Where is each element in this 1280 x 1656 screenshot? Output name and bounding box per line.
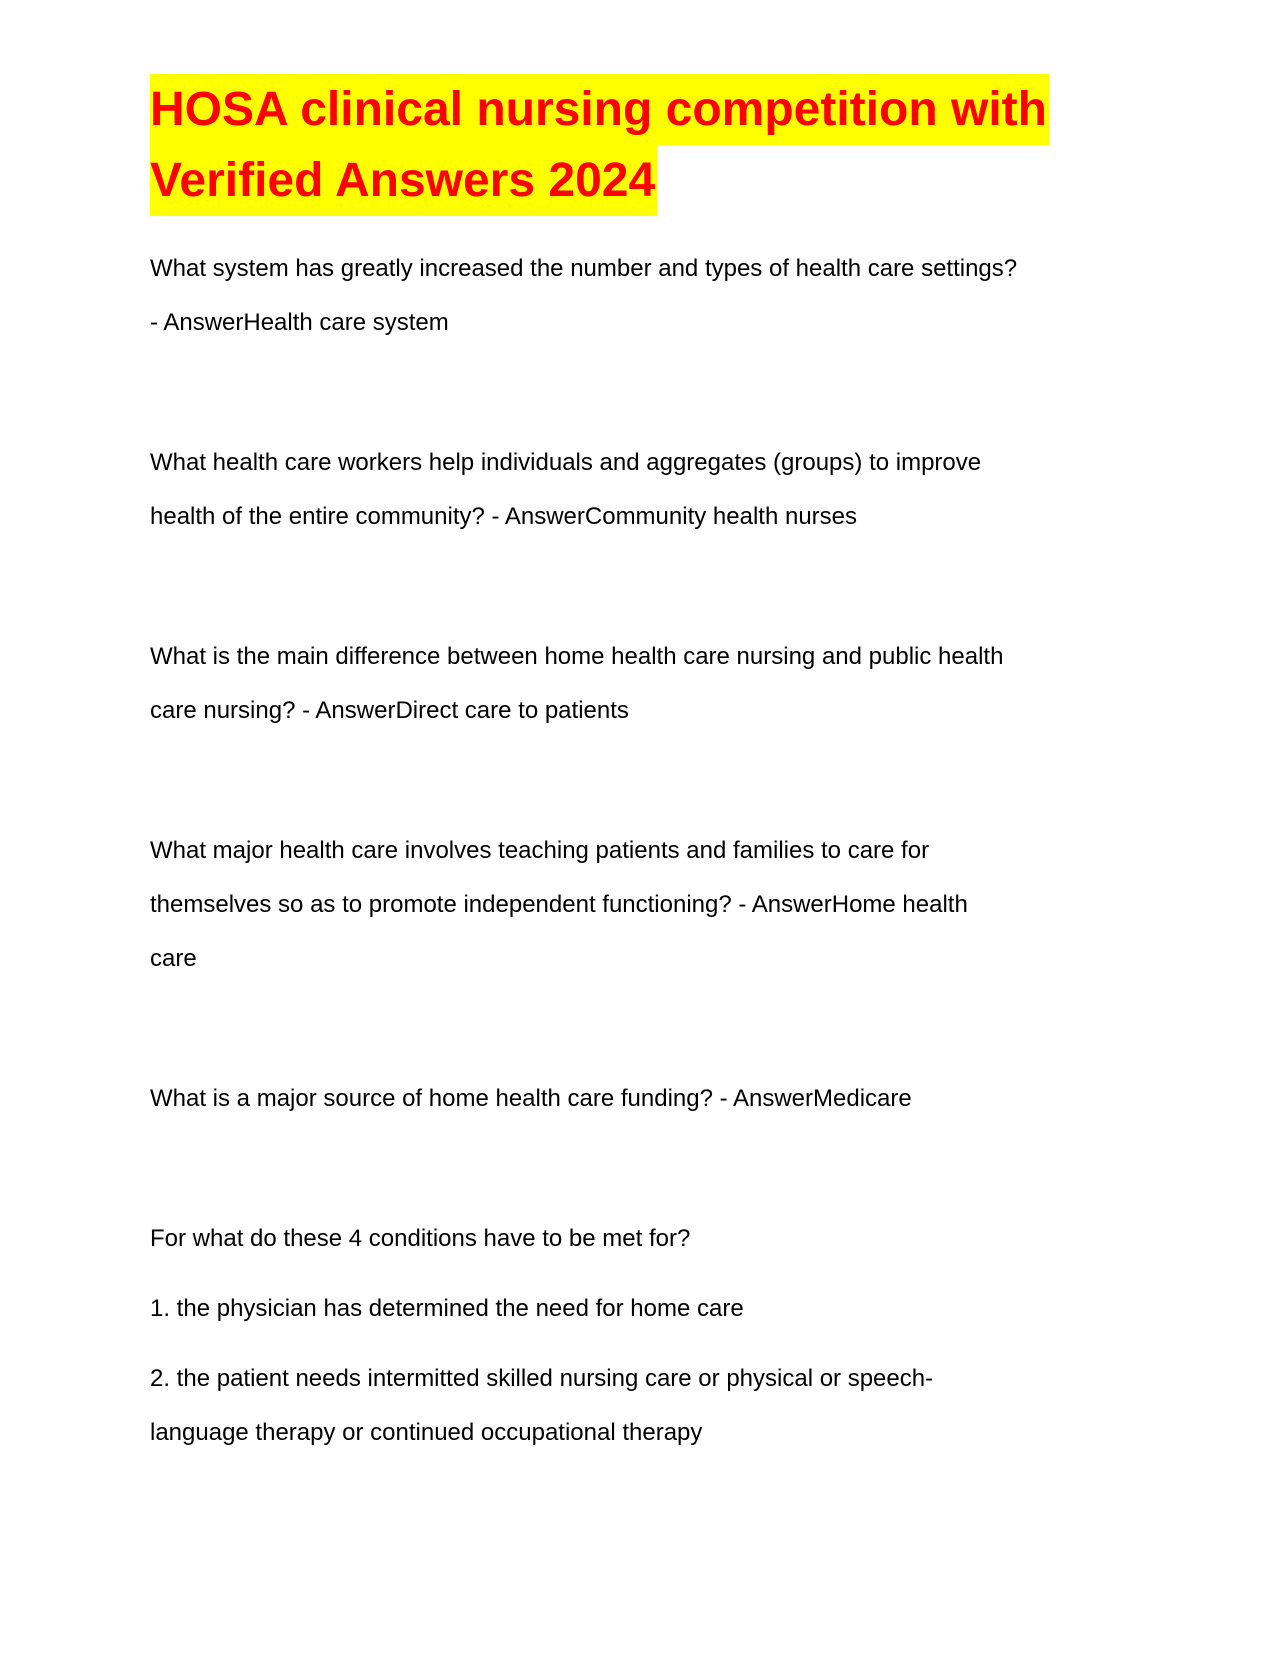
conditions-block: [150, 1212, 1130, 1460]
qa-item-5: [150, 1072, 1130, 1126]
document-title: [150, 74, 1130, 216]
qa-line: - AnswerHealth care system: [150, 309, 449, 336]
qa-line: What major health care involves teaching patients and families to care for: [150, 837, 930, 864]
qa-line: health of the entire community? - AnswerCommunity health nurses: [150, 503, 858, 530]
condition-item-2-line-2: language therapy or continued occupational therapy: [150, 1419, 703, 1446]
condition-item-1: 1. the physician has determined the need for home care: [150, 1295, 744, 1322]
qa-line: What health care workers help individuals and aggregates (groups) to improve: [150, 449, 982, 476]
qa-item-1: [150, 242, 1130, 350]
qa-line: What is the main difference between home health care nursing and public health: [150, 643, 1004, 670]
qa-list: [150, 242, 1130, 1460]
condition-item-2-line-1: 2. the patient needs intermitted skilled nursing care or physical or speech-: [150, 1365, 934, 1392]
qa-line: care nursing? - AnswerDirect care to patients: [150, 697, 629, 724]
title-line-2: Verified Answers 2024: [150, 145, 657, 216]
qa-item-2: [150, 436, 1130, 544]
qa-item-3: [150, 630, 1130, 738]
qa-line: What system has greatly increased the number and types of health care settings?: [150, 255, 1018, 282]
title-line-1: HOSA clinical nursing competition with: [150, 74, 1049, 145]
qa-line: themselves so as to promote independent functioning? - AnswerHome health: [150, 891, 968, 918]
qa-line: care: [150, 945, 197, 972]
conditions-question: For what do these 4 conditions have to be met for?: [150, 1225, 691, 1252]
qa-line: What is a major source of home health care funding? - AnswerMedicare: [150, 1085, 912, 1112]
document-page: [150, 74, 1130, 1460]
qa-item-4: [150, 824, 1130, 986]
